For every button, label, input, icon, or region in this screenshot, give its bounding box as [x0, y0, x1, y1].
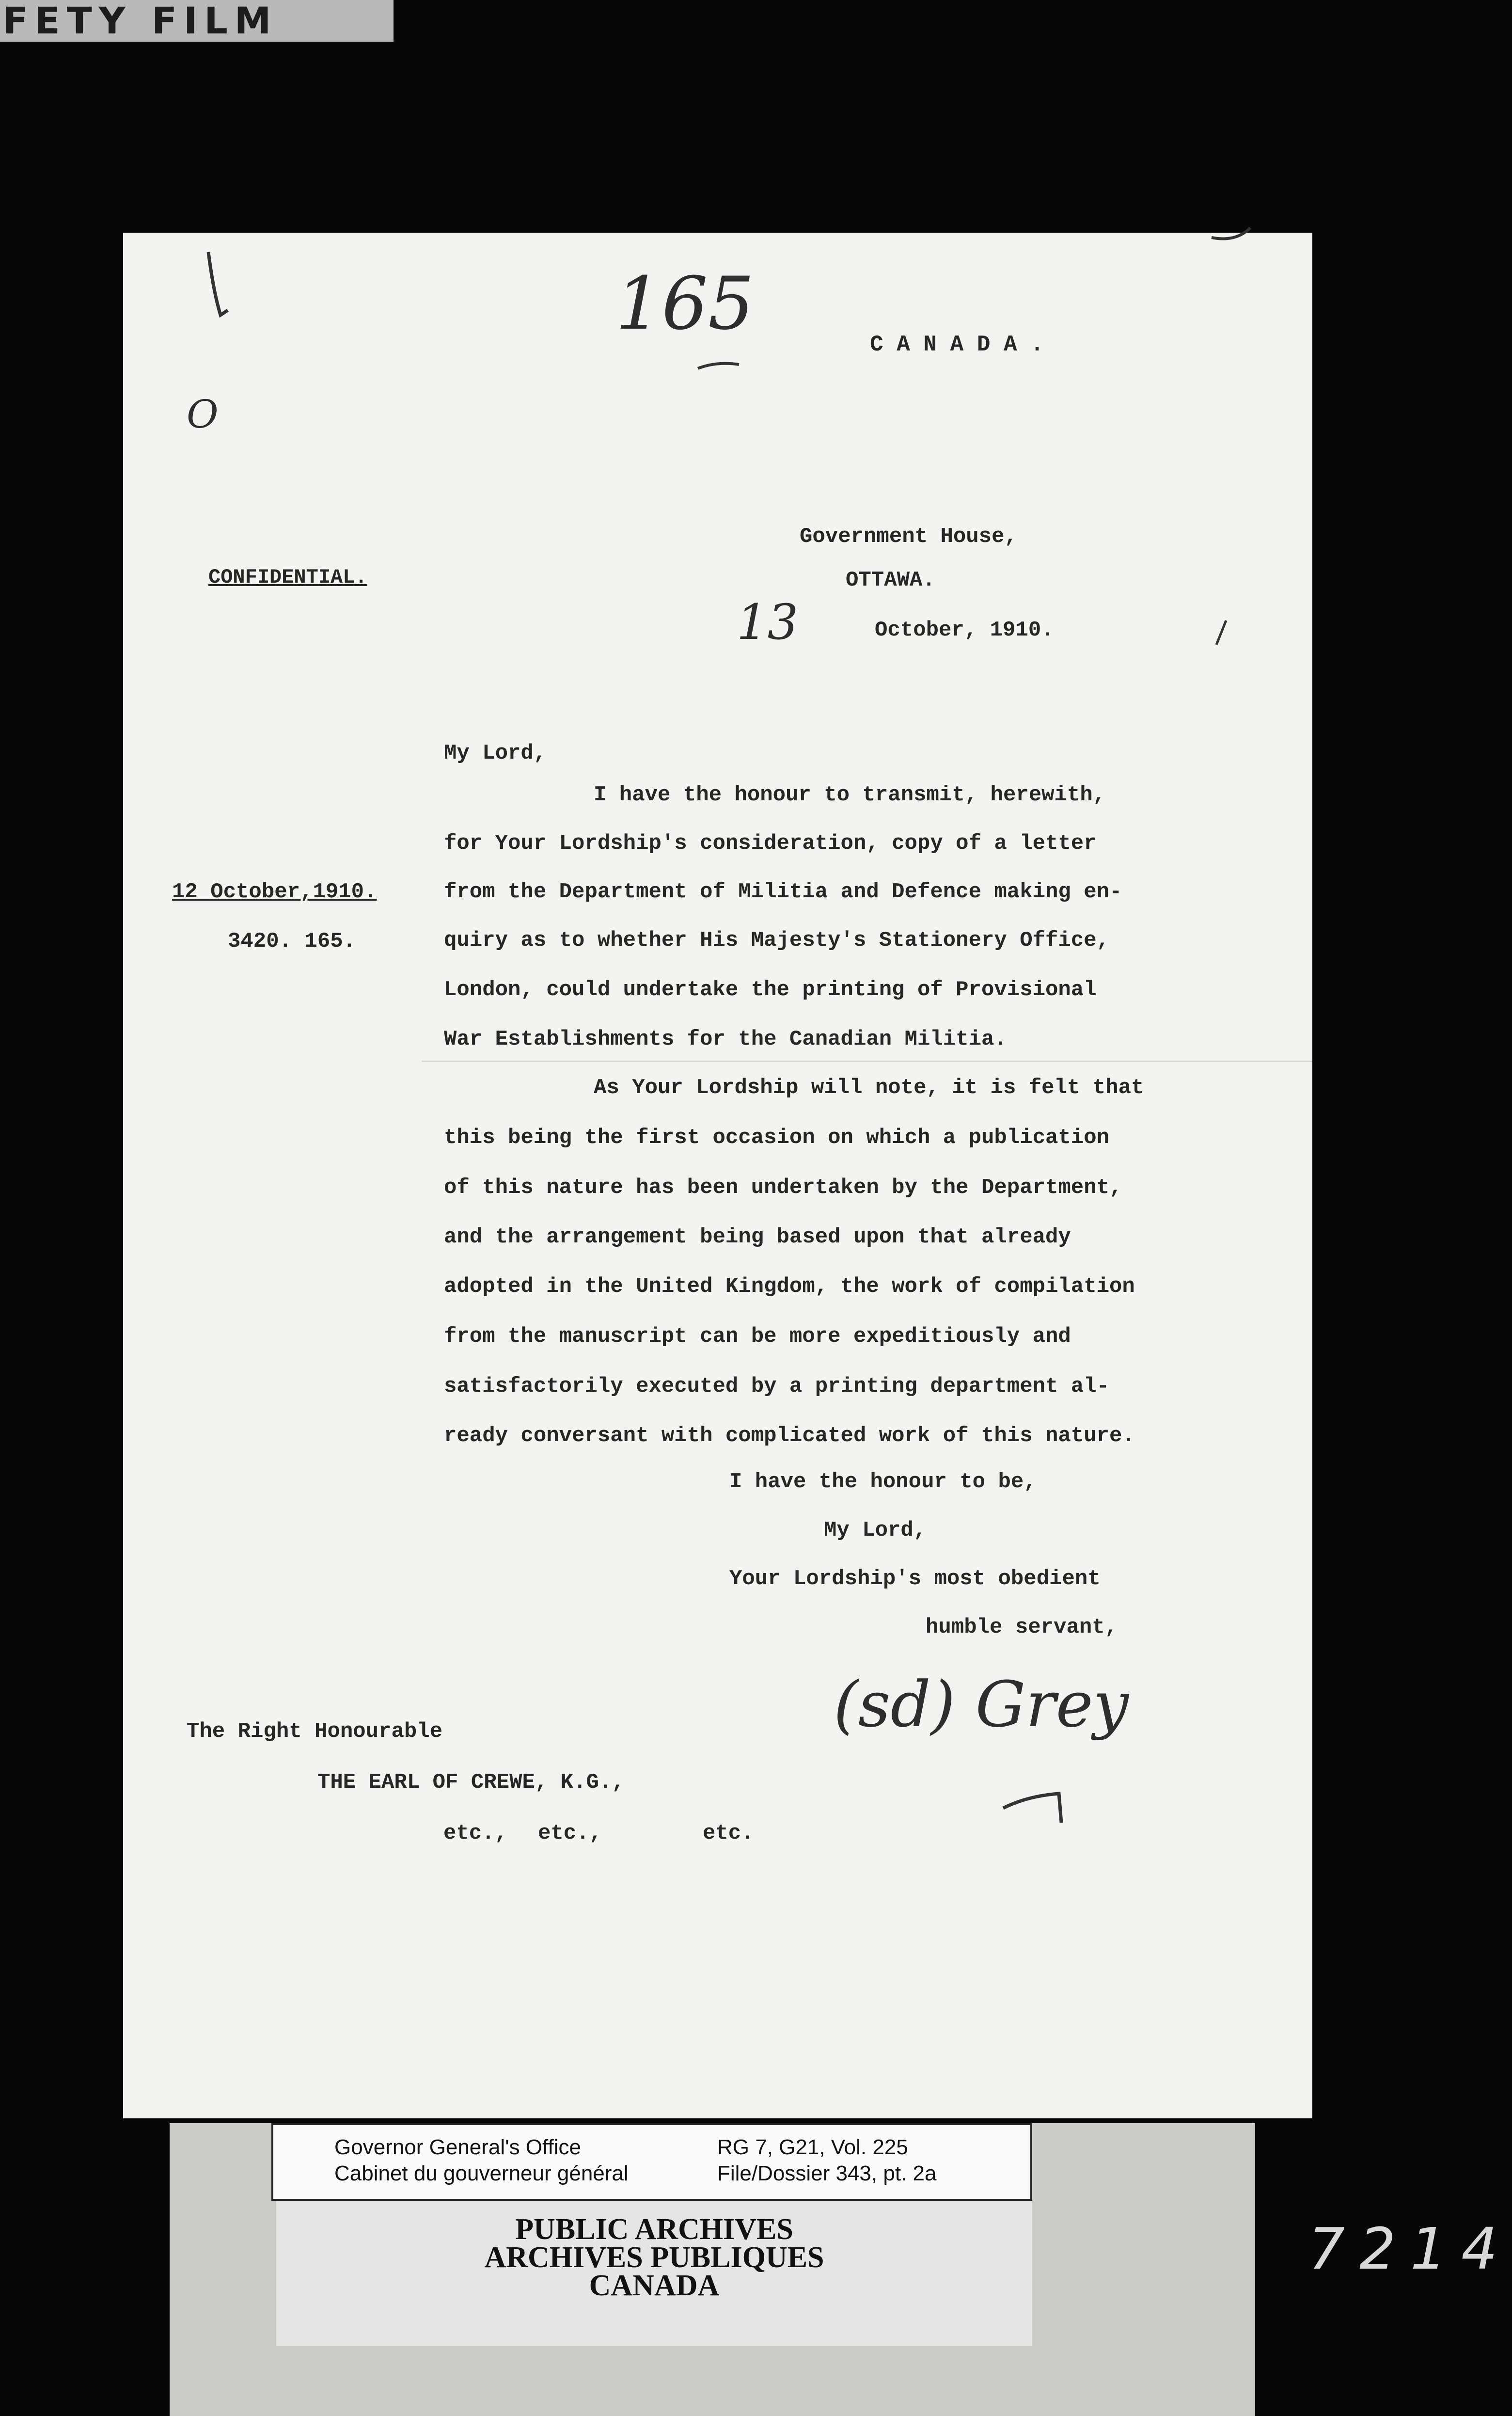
record-group-reference: RG 7, G21, Vol. 225: [717, 2135, 908, 2159]
addressee-title: The Right Honourable: [187, 1719, 443, 1744]
addressee-etc: etc.,: [538, 1821, 602, 1845]
body-line: War Establishments for the Canadian Militia.: [444, 1027, 1007, 1051]
body-line: adopted in the United Kingdom, the work of compilation: [444, 1274, 1135, 1299]
frame-number: 7214: [1308, 2215, 1512, 2282]
body-line: and the arrangement being based upon that already: [444, 1225, 1071, 1249]
body-line: from the Department of Militia and Defence making en-: [444, 880, 1122, 904]
body-line: for Your Lordship's consideration, copy of a letter: [444, 831, 1097, 856]
body-line: quiry as to whether His Majesty's Stationery Office,: [444, 928, 1110, 953]
archives-line-1: PUBLIC ARCHIVES: [515, 2213, 793, 2246]
date-line: October, 1910.: [875, 618, 1054, 642]
office-name-en: Governor General's Office: [334, 2135, 581, 2159]
archives-line-3: CANADA: [589, 2269, 720, 2302]
salutation: My Lord,: [444, 741, 547, 765]
folio-number: 165: [615, 262, 755, 346]
closing-line: I have the honour to be,: [729, 1470, 1037, 1494]
closing-line: My Lord,: [824, 1518, 927, 1542]
closing-line: humble servant,: [926, 1615, 1118, 1639]
margin-mark: O: [187, 392, 219, 437]
address-line-1: Government House,: [800, 525, 1017, 549]
body-line: As Your Lordship will note, it is felt that: [594, 1076, 1144, 1100]
body-line: I have the honour to transmit, herewith,: [594, 783, 1106, 807]
body-line: satisfactorily executed by a printing department al-: [444, 1374, 1110, 1399]
margin-date: 12 October,1910.: [172, 880, 377, 904]
archives-line-2: ARCHIVES PUBLIQUES: [484, 2241, 824, 2274]
confidential-marking: CONFIDENTIAL.: [208, 566, 367, 589]
paper-crease: [422, 1061, 1312, 1062]
office-name-fr: Cabinet du gouverneur général: [334, 2162, 629, 2185]
body-line: ready conversant with complicated work of this nature.: [444, 1424, 1135, 1448]
addressee-name: THE EARL OF CREWE, K.G.,: [317, 1770, 625, 1795]
country-heading: C A N A D A .: [870, 332, 1044, 357]
file-reference: File/Dossier 343, pt. 2a: [717, 2162, 937, 2185]
film-strip-header: FETY FILM: [0, 0, 394, 42]
margin-file-number: 3420. 165.: [228, 929, 356, 954]
date-day-handwritten: 13: [737, 594, 799, 651]
addressee-etc: etc.: [703, 1821, 754, 1845]
addressee-etc: etc.,: [443, 1821, 508, 1845]
signature: (sd) Grey: [834, 1668, 1129, 1741]
body-line: of this nature has been undertaken by the Department,: [444, 1176, 1122, 1200]
body-line: London, could undertake the printing of Provisional: [444, 978, 1097, 1002]
body-line: from the manuscript can be more expeditiously and: [444, 1324, 1071, 1349]
address-line-2: OTTAWA.: [846, 568, 935, 592]
body-line: this being the first occasion on which a publication: [444, 1126, 1110, 1150]
closing-line: Your Lordship's most obedient: [729, 1567, 1101, 1591]
